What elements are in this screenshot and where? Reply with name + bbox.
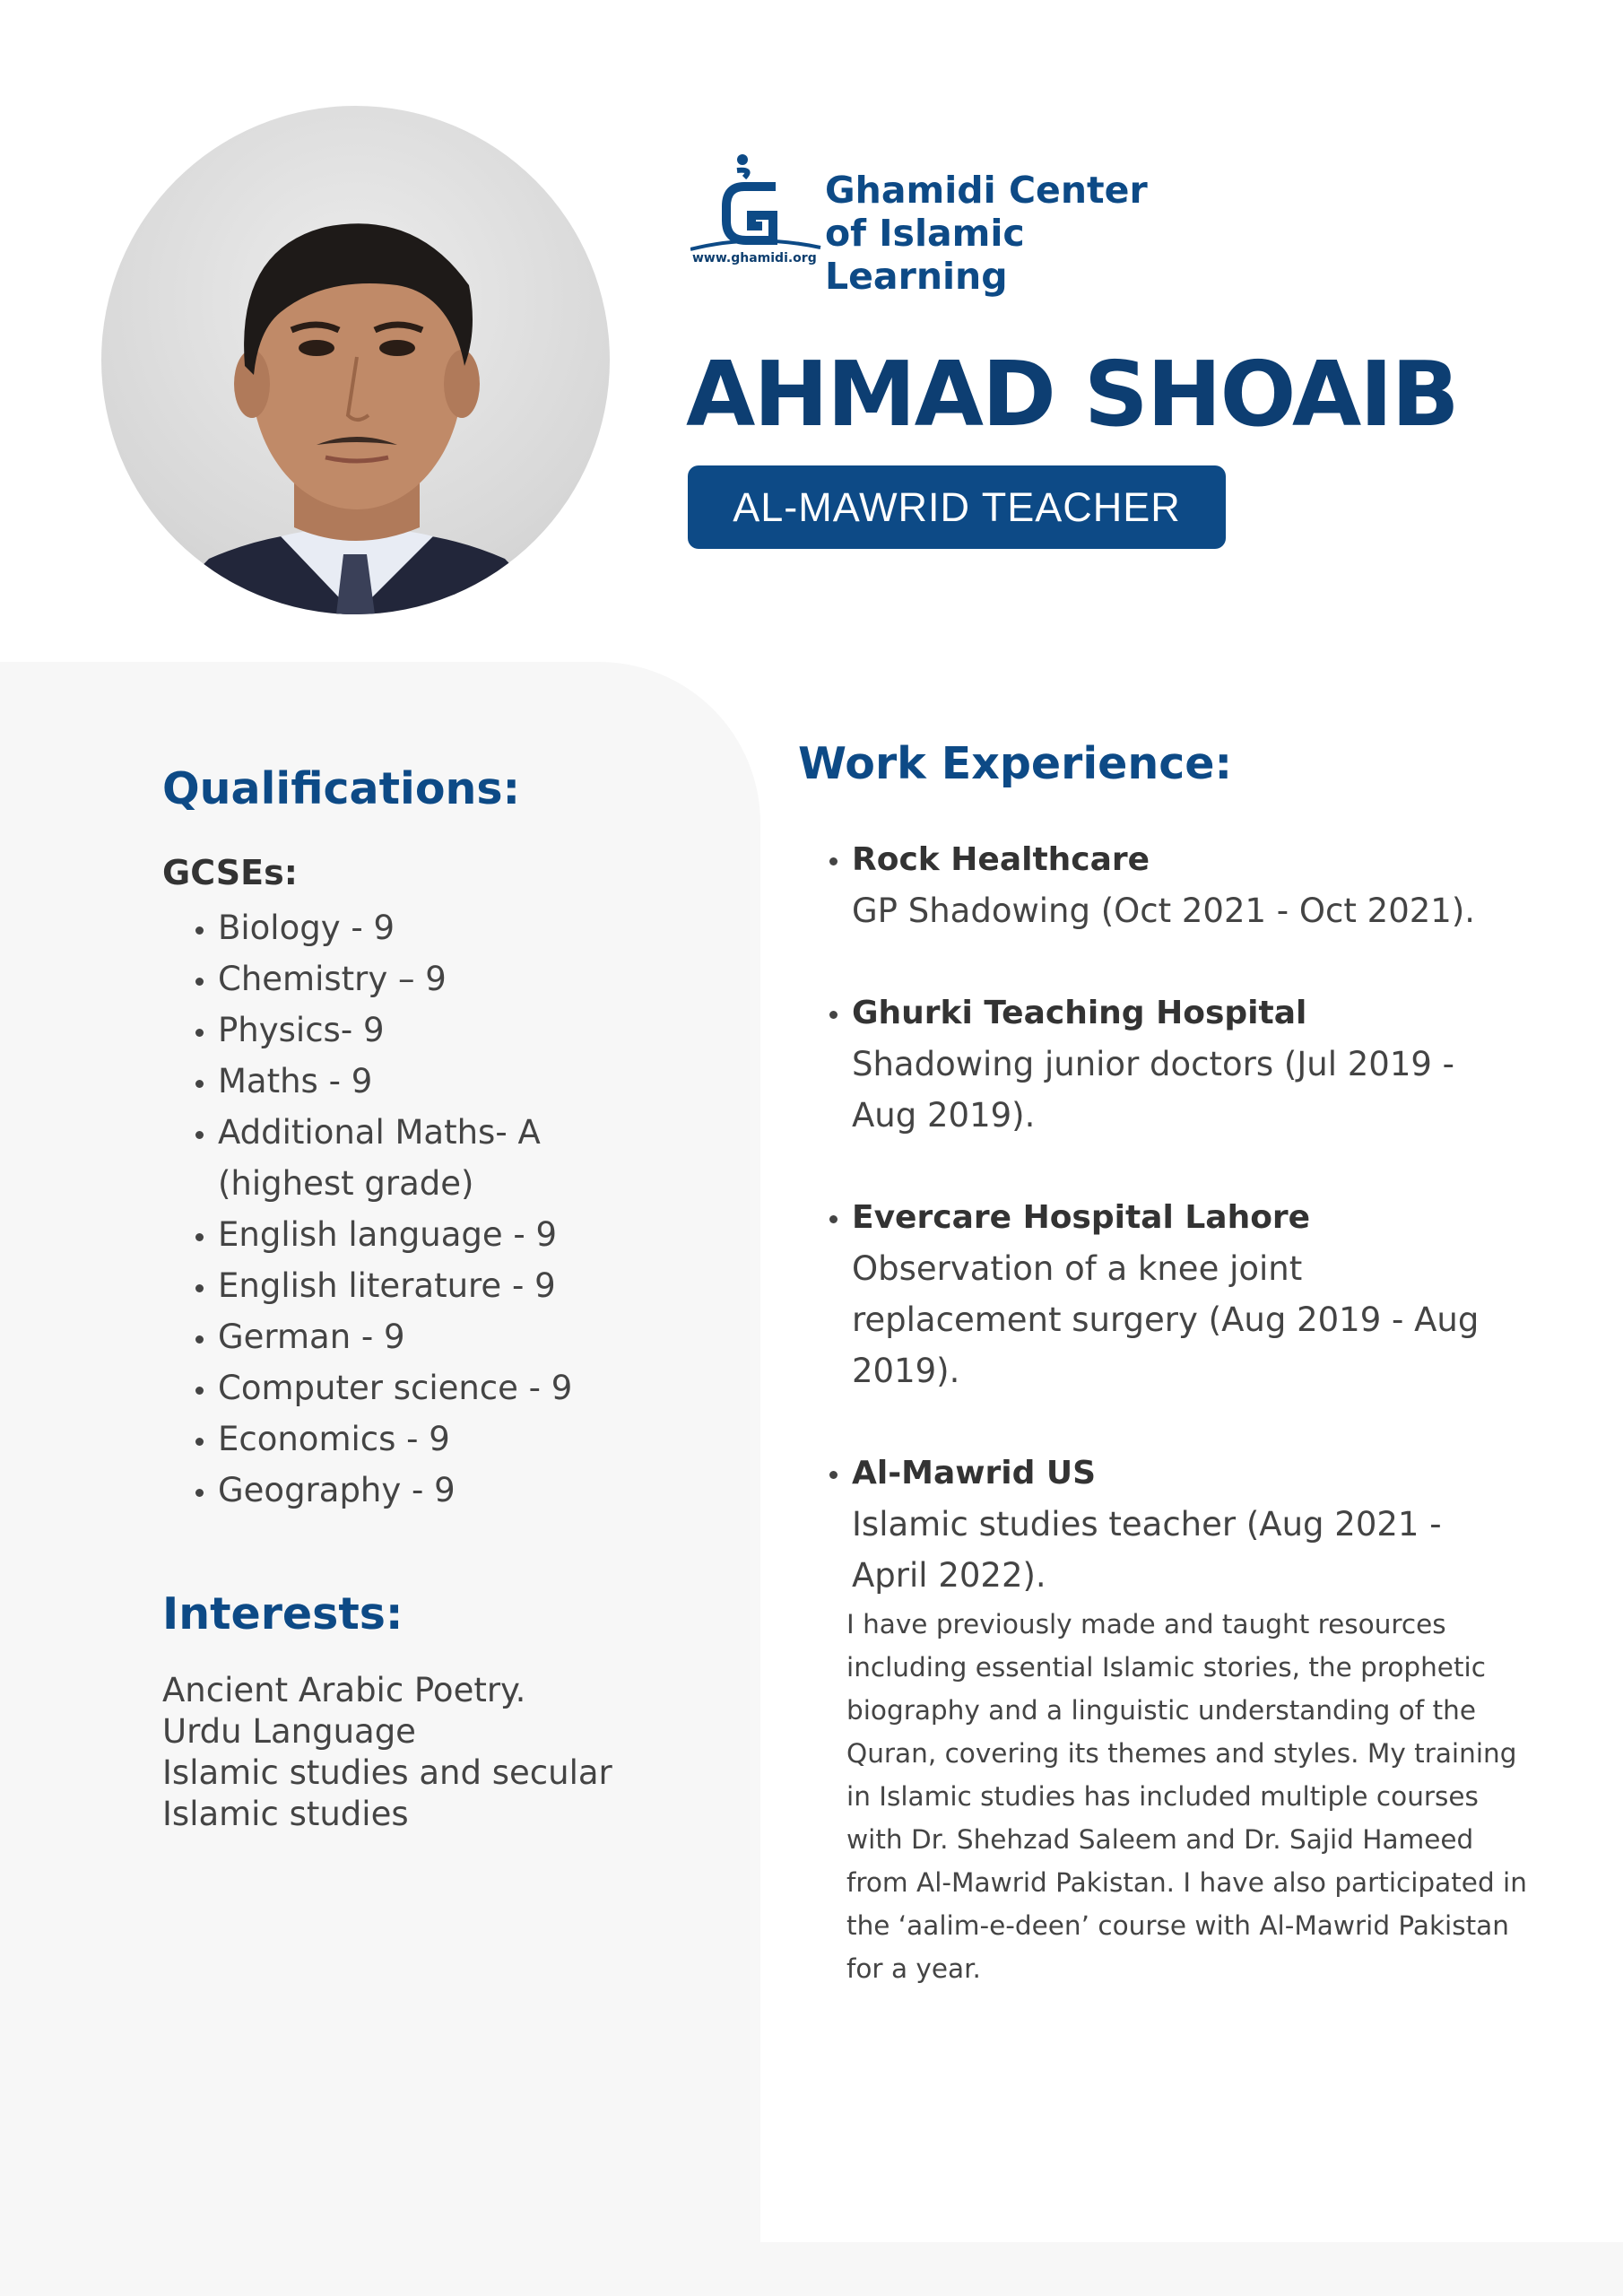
list-item: • Economics - 9	[218, 1413, 756, 1465]
job-org: • Al-Mawrid US	[852, 1455, 1097, 1492]
list-item: • English literature - 9	[218, 1260, 756, 1311]
list-item: • Additional Maths- A (highest grade)	[218, 1107, 577, 1209]
ghamidi-logo-icon	[690, 151, 825, 258]
list-item: • Geography - 9	[218, 1465, 756, 1516]
job-item	[852, 834, 1569, 936]
job-item	[852, 1192, 1569, 1396]
job-org: • Ghurki Teaching Hospital	[852, 995, 1307, 1031]
qualifications-heading: Qualifications:	[162, 763, 521, 814]
list-item: • Computer science - 9	[218, 1362, 756, 1413]
logo-line1: Ghamidi Center	[825, 169, 1148, 212]
interest-item: Ancient Arabic Poetry.	[162, 1671, 526, 1709]
work-experience-list	[796, 834, 1569, 1990]
role-badge: AL-MAWRID TEACHER	[688, 465, 1226, 549]
interest-item: Urdu Language	[162, 1712, 416, 1751]
work-experience-heading: Work Experience:	[798, 738, 1233, 789]
interests-list	[162, 1670, 718, 1835]
interest-item: Islamic studies	[162, 1795, 409, 1833]
list-item: • English language - 9	[218, 1209, 756, 1260]
profile-photo-illustration	[101, 106, 610, 614]
ghamidi-logo	[690, 151, 1193, 298]
job-desc: GP Shadowing (Oct 2021 - Oct 2021).	[852, 891, 1476, 930]
interest-item: Islamic studies and secular	[162, 1753, 612, 1792]
job-org: • Evercare Hospital Lahore	[852, 1199, 1311, 1236]
logo-line2: of Islamic Learning	[825, 212, 1025, 298]
job-notes: I have previously made and taught resources including essential Islamic stories, the prophetic biography and a linguistic understanding of the Quran, covering its themes and styles. My training in Islamic studies has included multiple courses with Dr. Shehzad Saleem and Dr. Sajid Hameed from Al-Mawrid Pakistan. I have also participated in the ‘aalim-e-deen’ course with Al-Mawrid Pakistan for a year.	[846, 1609, 1527, 1984]
job-item	[852, 987, 1569, 1141]
bottom-strip	[760, 2242, 1623, 2296]
profile-name: AHMAD SHOAIB	[686, 342, 1458, 447]
list-item: • German - 9	[218, 1311, 756, 1362]
logo-wordmark	[825, 169, 1193, 298]
interests-heading: Interests:	[162, 1588, 404, 1639]
gcse-list	[162, 902, 756, 1516]
job-desc: Islamic studies teacher (Aug 2021 - April 2022).	[852, 1505, 1442, 1595]
job-desc: Observation of a knee joint replacement surgery (Aug 2019 - Aug 2019).	[852, 1249, 1480, 1390]
list-item: • Physics- 9	[218, 1004, 756, 1056]
job-item	[846, 1448, 1569, 1990]
logo-url: www.ghamidi.org	[692, 251, 817, 265]
job-desc: Shadowing junior doctors (Jul 2019 - Aug 2019).	[852, 1045, 1455, 1135]
list-item: • Maths - 9	[218, 1056, 756, 1107]
gcse-heading: GCSEs:	[162, 853, 298, 892]
list-item: • Biology - 9	[218, 902, 756, 953]
list-item: • Chemistry – 9	[218, 953, 756, 1004]
profile-photo	[101, 106, 610, 614]
job-org: • Rock Healthcare	[852, 841, 1150, 878]
